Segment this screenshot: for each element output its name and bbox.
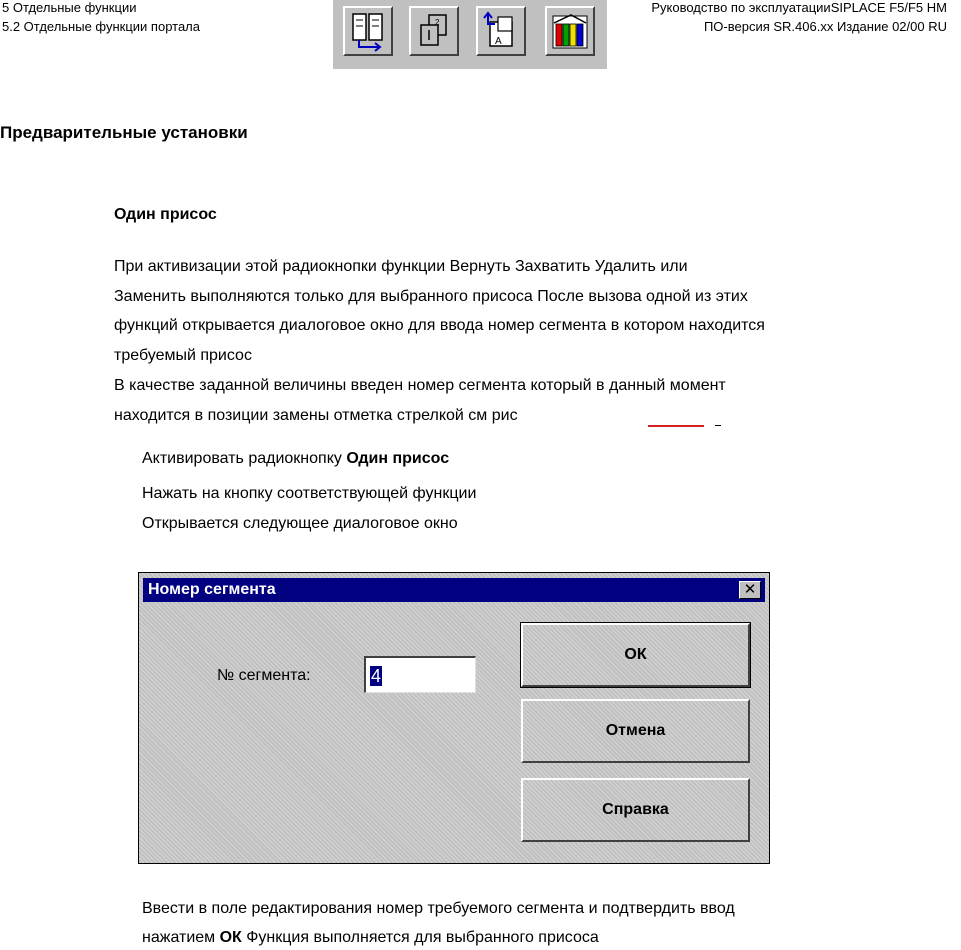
paragraph-line: Заменить выполняются только для выбранного присоса После вызова одной из этих (114, 288, 748, 305)
header-chapter: 5 Отдельные функции (2, 0, 137, 15)
header-manual-title: Руководство по эксплуатацииSIPLACE F5/F5 HM (651, 0, 947, 15)
paragraph-line: находится в позиции замены отметка стрелкой см рис (114, 407, 518, 424)
figure-reference-link[interactable] (648, 425, 704, 427)
step-dialog-opens: Открывается следующее диалоговое окно (142, 515, 458, 532)
instruction-line: Ввести в поле редактирования номер требуемого сегмента и подтвердить ввод (142, 900, 735, 917)
svg-text:2: 2 (435, 18, 440, 27)
library-books-icon (547, 8, 593, 54)
toolbar-button-document[interactable] (476, 6, 526, 56)
step-press-button: Нажать на кнопку соответствующей функции (142, 485, 477, 502)
segment-number-dialog (138, 572, 770, 864)
close-icon: ✕ (743, 581, 757, 598)
section-title: Предварительные установки (0, 123, 248, 142)
cancel-button[interactable]: Отмена (521, 699, 750, 763)
reference-underscore (715, 425, 721, 426)
component-table-icon (345, 8, 391, 54)
dialog-title: Номер сегмента (148, 581, 276, 598)
segment-number-input[interactable] (364, 656, 476, 693)
ok-button[interactable]: ОК (521, 623, 750, 687)
toolbar-button-components[interactable] (343, 6, 393, 56)
svg-text:A: A (495, 36, 502, 47)
help-button[interactable]: Справка (521, 778, 750, 842)
segment-field-label: № сегмента: (217, 667, 311, 684)
paragraph-line: При активизации этой радиокнопки функции Вернуть Захватить Удалить или (114, 258, 688, 275)
subsection-title: Один присос (114, 206, 217, 223)
toolbar (333, 0, 607, 69)
segment-pages-icon (411, 8, 457, 54)
header-section: 5.2 Отдельные функции портала (2, 19, 200, 34)
toolbar-button-pages[interactable] (409, 6, 459, 56)
instruction-line-ok: нажатием ОК Функция выполняется для выбранного присоса (142, 929, 599, 946)
toolbar-button-library[interactable] (545, 6, 595, 56)
segment-number-value: 4 (371, 666, 382, 686)
close-button[interactable] (739, 581, 761, 599)
dialog-titlebar[interactable] (143, 578, 765, 602)
document-arrow-icon (478, 8, 524, 54)
header-version: ПО-версия SR.406.xx Издание 02/00 RU (703, 19, 947, 34)
paragraph-line: требуемый присос (114, 347, 252, 364)
paragraph-line: функций открывается диалоговое окно для ввода номер сегмента в котором находится (114, 317, 765, 334)
step-activate-radio: Активировать радиокнопку Один присос (142, 450, 450, 467)
paragraph-line: В качестве заданной величины введен номер сегмента который в данный момент (114, 377, 726, 394)
